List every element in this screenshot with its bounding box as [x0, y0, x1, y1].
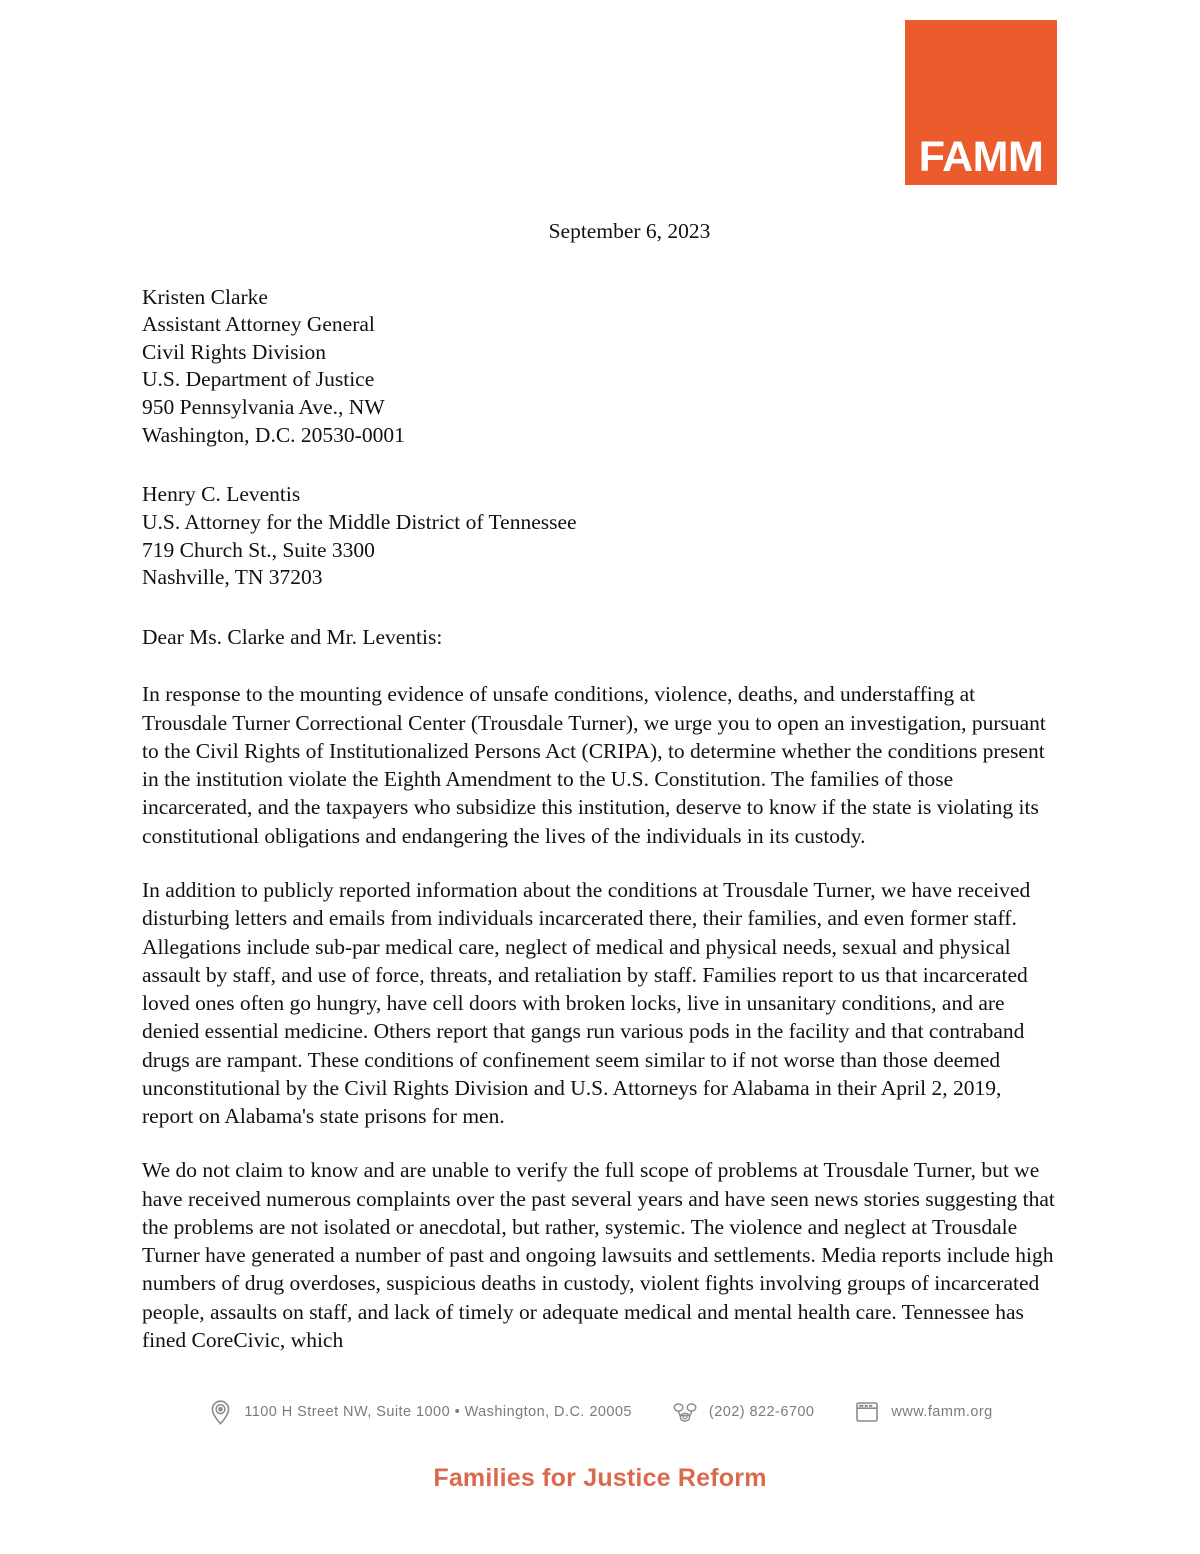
footer-phone-text: (202) 822-6700: [708, 1404, 815, 1420]
location-pin-icon: [207, 1398, 233, 1426]
recipient-street: 950 Pennsylvania Ave., NW: [142, 395, 385, 420]
recipient-two-name: Henry C. Leventis: [142, 482, 301, 507]
footer-website-text: www.famm.org: [891, 1404, 993, 1420]
recipient-two-street: 719 Church St., Suite 3300: [142, 537, 375, 562]
browser-window-icon: [854, 1398, 880, 1426]
recipient-agency: U.S. Department of Justice: [142, 367, 375, 392]
recipient-two-city-state-zip: Nashville, TN 37203: [142, 565, 323, 590]
footer-phone-item: [672, 1398, 814, 1426]
footer-website-item: [854, 1398, 992, 1426]
recipient-two-title: U.S. Attorney for the Middle District of Tennessee: [142, 509, 577, 534]
recipient-division: Civil Rights Division: [142, 339, 326, 364]
famm-logo: [905, 20, 1057, 185]
letter-paragraph-1: In response to the mounting evidence of unsafe conditions, violence, deaths, and understaffing at Trousdale Turner Correctional Center (Trousdale Turner), we urge you to open an investigation, pursuant to the Civil Rights of Institutionalized Persons Act (CRIPA), to determine whether the conditions present in the institution violate the Eighth Amendment to the U.S. Constitution. The families of those incarcerated, and the taxpayers who subsidize this institution, deserve to know if the state is violating its constitutional obligations and endangering the lives of the individuals in its custody.: [142, 682, 1046, 848]
recipient-name: Kristen Clarke: [142, 284, 268, 309]
recipient-address-block-one: [142, 284, 1057, 450]
letter-date: September 6, 2023: [548, 219, 711, 243]
letter-salutation: Dear Ms. Clarke and Mr. Leventis:: [142, 624, 443, 649]
recipient-address-block-two: [142, 481, 1057, 592]
footer-tagline: Families for Justice Reform: [433, 1464, 767, 1492]
footer-contact-row: [0, 1398, 1200, 1426]
letter-body: [142, 218, 1057, 1380]
recipient-title: Assistant Attorney General: [142, 312, 375, 337]
telephone-icon: [672, 1398, 698, 1426]
letter-footer: [0, 1398, 1200, 1493]
letter-paragraph-3: We do not claim to know and are unable to verify the full scope of problems at Trousdale Turner, but we have received numerous complaints over the past several years and have seen news stories suggesting that the problems are not isolated or anecdotal, but rather, systemic. The violence and neglect at Trousdale Turner have generated a number of past and ongoing lawsuits and settlements. Media reports include high numbers of drug overdoses, suspicious deaths in custody, violent fights involving groups of incarcerated people, assaults on staff, and lack of timely or adequate medical and mental health care. Tennessee has fined CoreCivic, which: [142, 1158, 1055, 1352]
footer-address-text: 1100 H Street NW, Suite 1000 • Washington, D.C. 20005: [244, 1404, 632, 1420]
recipient-city-state-zip: Washington, D.C. 20530-0001: [142, 422, 405, 447]
footer-address-item: [207, 1398, 632, 1426]
letter-paragraph-2: In addition to publicly reported information about the conditions at Trousdale Turner, we have received disturbing letters and emails from individuals incarcerated there, their families, and even former staff. Allegations include sub-par medical care, neglect of medical and physical needs, sexual and physical assault by staff, and use of force, threats, and retaliation by staff. Families report to us that incarcerated loved ones often go hungry, have cell doors with broken locks, live in unsanitary conditions, and are denied essential medicine. Others report that gangs run various pods in the facility and that contraband drugs are rampant. These conditions of confinement seem similar to if not worse than those deemed unconstitutional by the Civil Rights Division and U.S. Attorneys for Alabama in their April 2, 2019, report on Alabama's state prisons for men.: [142, 877, 1031, 1129]
famm-logo-wordmark: FAMM: [918, 133, 1044, 181]
